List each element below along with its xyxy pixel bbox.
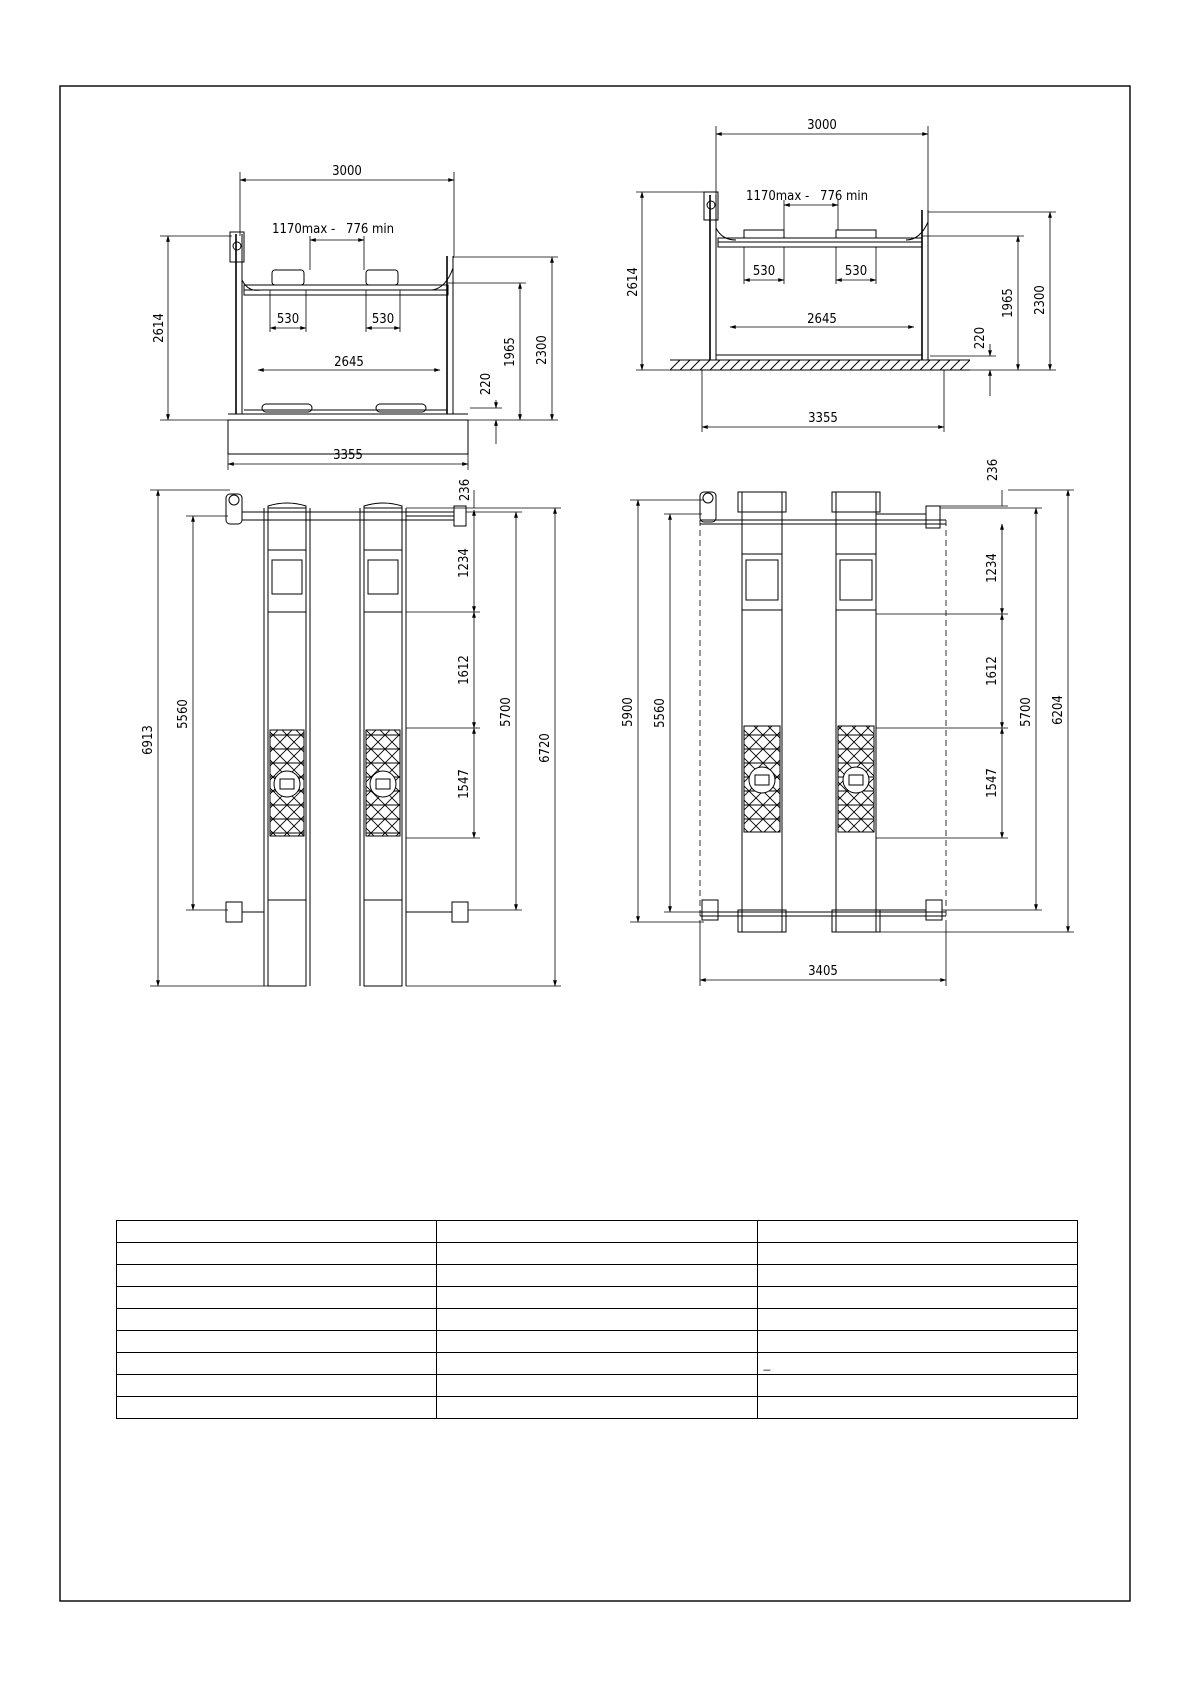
dim-section-c: 1547 [985,768,1000,798]
dim-pad-a: 530 [276,312,300,327]
dim-section-b: 1612 [985,656,1000,686]
table-row [117,1375,1078,1397]
dim-total-length: 6913 [141,725,156,755]
table-cell [117,1353,437,1375]
dim-runway-length: 5700 [1019,697,1034,727]
table-cell [117,1375,437,1397]
table-cell [437,1397,757,1419]
dim-lift-height: 1965 [1001,288,1016,318]
table-cell [437,1353,757,1375]
dim-section-c: 1547 [457,769,472,799]
dim-total-height: 2614 [626,267,641,297]
dim-total-6720: 6720 [538,733,553,763]
view-plan-left [141,479,561,986]
dim-overall-width: 3000 [807,118,837,133]
dim-span-min: 776 min [346,222,395,237]
table-cell [437,1265,757,1287]
dim-offset-top: 236 [986,458,1001,482]
view-front-elevation-right [626,118,1056,432]
table-row [117,1309,1078,1331]
table-row [117,1331,1078,1353]
dim-span-max: 1170max - [746,189,810,204]
table-cell [117,1243,437,1265]
table-cell [757,1375,1077,1397]
dim-total-2300: 2300 [1033,285,1048,315]
dim-total-2300: 2300 [535,335,550,365]
dim-runway-length: 5700 [499,697,514,727]
table-cell [437,1221,757,1243]
dim-min-height: 220 [479,372,494,396]
table-cell [437,1375,757,1397]
spec-table [116,1220,1078,1419]
dim-offset-top: 236 [458,478,473,502]
dim-pad-b: 530 [844,264,868,279]
dim-base-width: 3355 [333,448,363,463]
table-cell [117,1287,437,1309]
dim-span-max: 1170max - [272,222,336,237]
dim-section-a: 1234 [457,548,472,578]
dim-section-b: 1612 [457,655,472,685]
dim-span-min: 776 min [820,189,869,204]
table-cell [437,1243,757,1265]
table-cell [117,1265,437,1287]
table-cell [757,1331,1077,1353]
dim-total-5900: 5900 [621,697,636,727]
dim-min-height: 220 [973,326,988,350]
table-row [117,1397,1078,1419]
table-cell [757,1243,1077,1265]
table-cell [117,1397,437,1419]
dim-total-6204: 6204 [1051,695,1066,725]
dim-overall-width: 3000 [332,164,362,179]
view-front-elevation-left [152,164,558,470]
dim-total-height: 2614 [152,313,167,343]
table-cell [437,1331,757,1353]
table-cell [437,1309,757,1331]
dim-post-spacing: 5560 [176,699,191,729]
table-cell [437,1287,757,1309]
view-plan-right [621,459,1074,986]
table-cell [117,1221,437,1243]
table-row [117,1287,1078,1309]
table-row [117,1353,1078,1375]
dim-inner: 2645 [807,312,837,327]
table-cell [757,1221,1077,1243]
dim-base-width: 3355 [808,411,838,426]
table-cell [757,1309,1077,1331]
table-cell [117,1331,437,1353]
dim-pad-b: 530 [371,312,395,327]
table-row [117,1265,1078,1287]
table-cell [757,1265,1077,1287]
dim-pad-a: 530 [752,264,776,279]
table-cell: _ [757,1353,1077,1375]
table-cell [117,1309,437,1331]
dim-inner: 2645 [334,355,364,370]
table-cell [757,1287,1077,1309]
dim-lift-height: 1965 [503,337,518,367]
dim-section-a: 1234 [985,553,1000,583]
table-row [117,1243,1078,1265]
dim-overall-width: 3405 [808,964,838,979]
table-cell [757,1397,1077,1419]
dim-post-spacing: 5560 [653,698,668,728]
table-row [117,1221,1078,1243]
